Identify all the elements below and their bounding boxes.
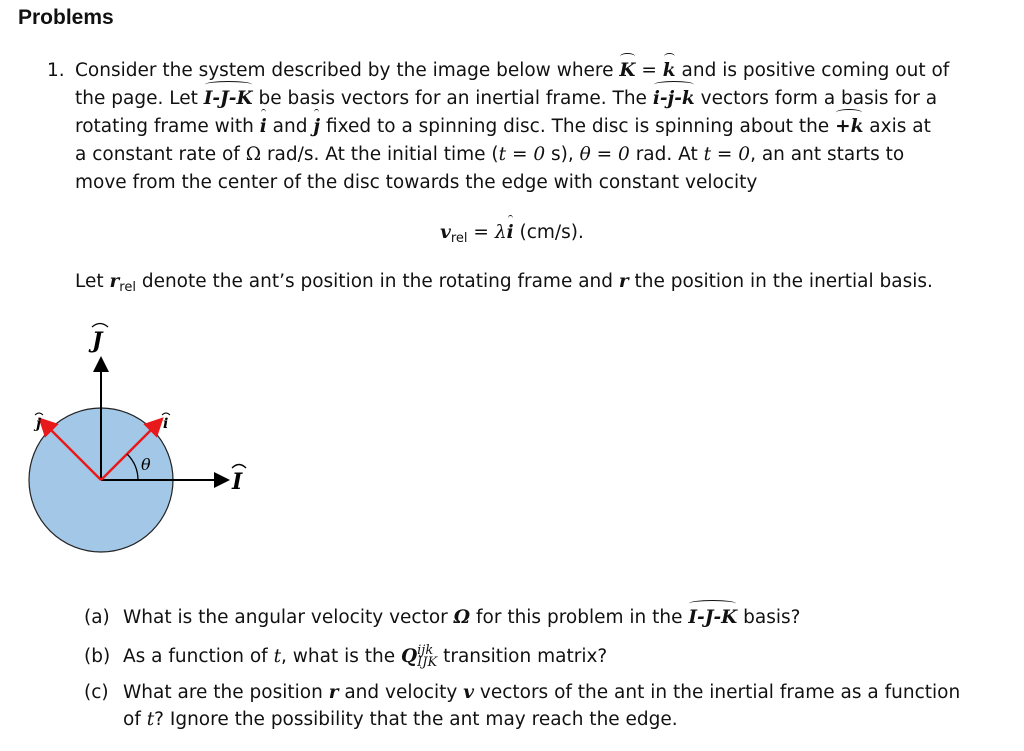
part-a-label: (a) (84, 607, 110, 628)
part-b-text: As a function of t, what is the Qijk IJK transition matrix? (123, 643, 608, 670)
part-c-label: (c) (84, 682, 109, 703)
intro-line-3: rotating frame with i and j fixed to a spinning disc. The disc is spinning about the +k axis at (75, 113, 931, 141)
label-J: J (92, 328, 103, 354)
part-c-text-line-1: What are the position r and velocity v vectors of the ant in the inertial frame as a function (123, 682, 961, 703)
intro-line-5: move from the center of the disc towards the edge with constant velocity (75, 172, 758, 193)
label-i: i (163, 416, 169, 432)
label-j: j (36, 416, 42, 432)
position-definition: Let $r_{rel}$ denote the ant’s position in the rotating frame and r the position in the inertial basis. (75, 271, 933, 295)
disc-diagram (10, 318, 310, 578)
page-title: Problems (18, 6, 114, 29)
intro-line-2: the page. Let I-J-K be basis vectors for an inertial frame. The i-j-k vectors form a basis for a (75, 85, 937, 113)
part-a-text: What is the angular velocity vector Ω for this problem in the I-J-K basis? (123, 604, 800, 632)
k-hat-symbol: k (663, 57, 676, 85)
part-c-text-line-2: of t? Ignore the possibility that the ant may reach the edge. (123, 709, 678, 730)
intro-line-1: Consider the system described by the image below where K = k and is positive coming out of (75, 57, 949, 85)
problem-number: 1. (47, 60, 65, 81)
K-hat-symbol: K (619, 57, 635, 85)
label-theta: θ (141, 455, 151, 474)
label-I: I (232, 469, 243, 495)
velocity-equation: $v_{rel} = \lambda i$ (cm/s). (0, 219, 1024, 253)
intro-line-4: a constant rate of Ω rad/s. At the initial time (t = 0 s), θ = 0 rad. At t = 0, an ant starts to (75, 144, 905, 165)
part-b-label: (b) (84, 646, 111, 667)
